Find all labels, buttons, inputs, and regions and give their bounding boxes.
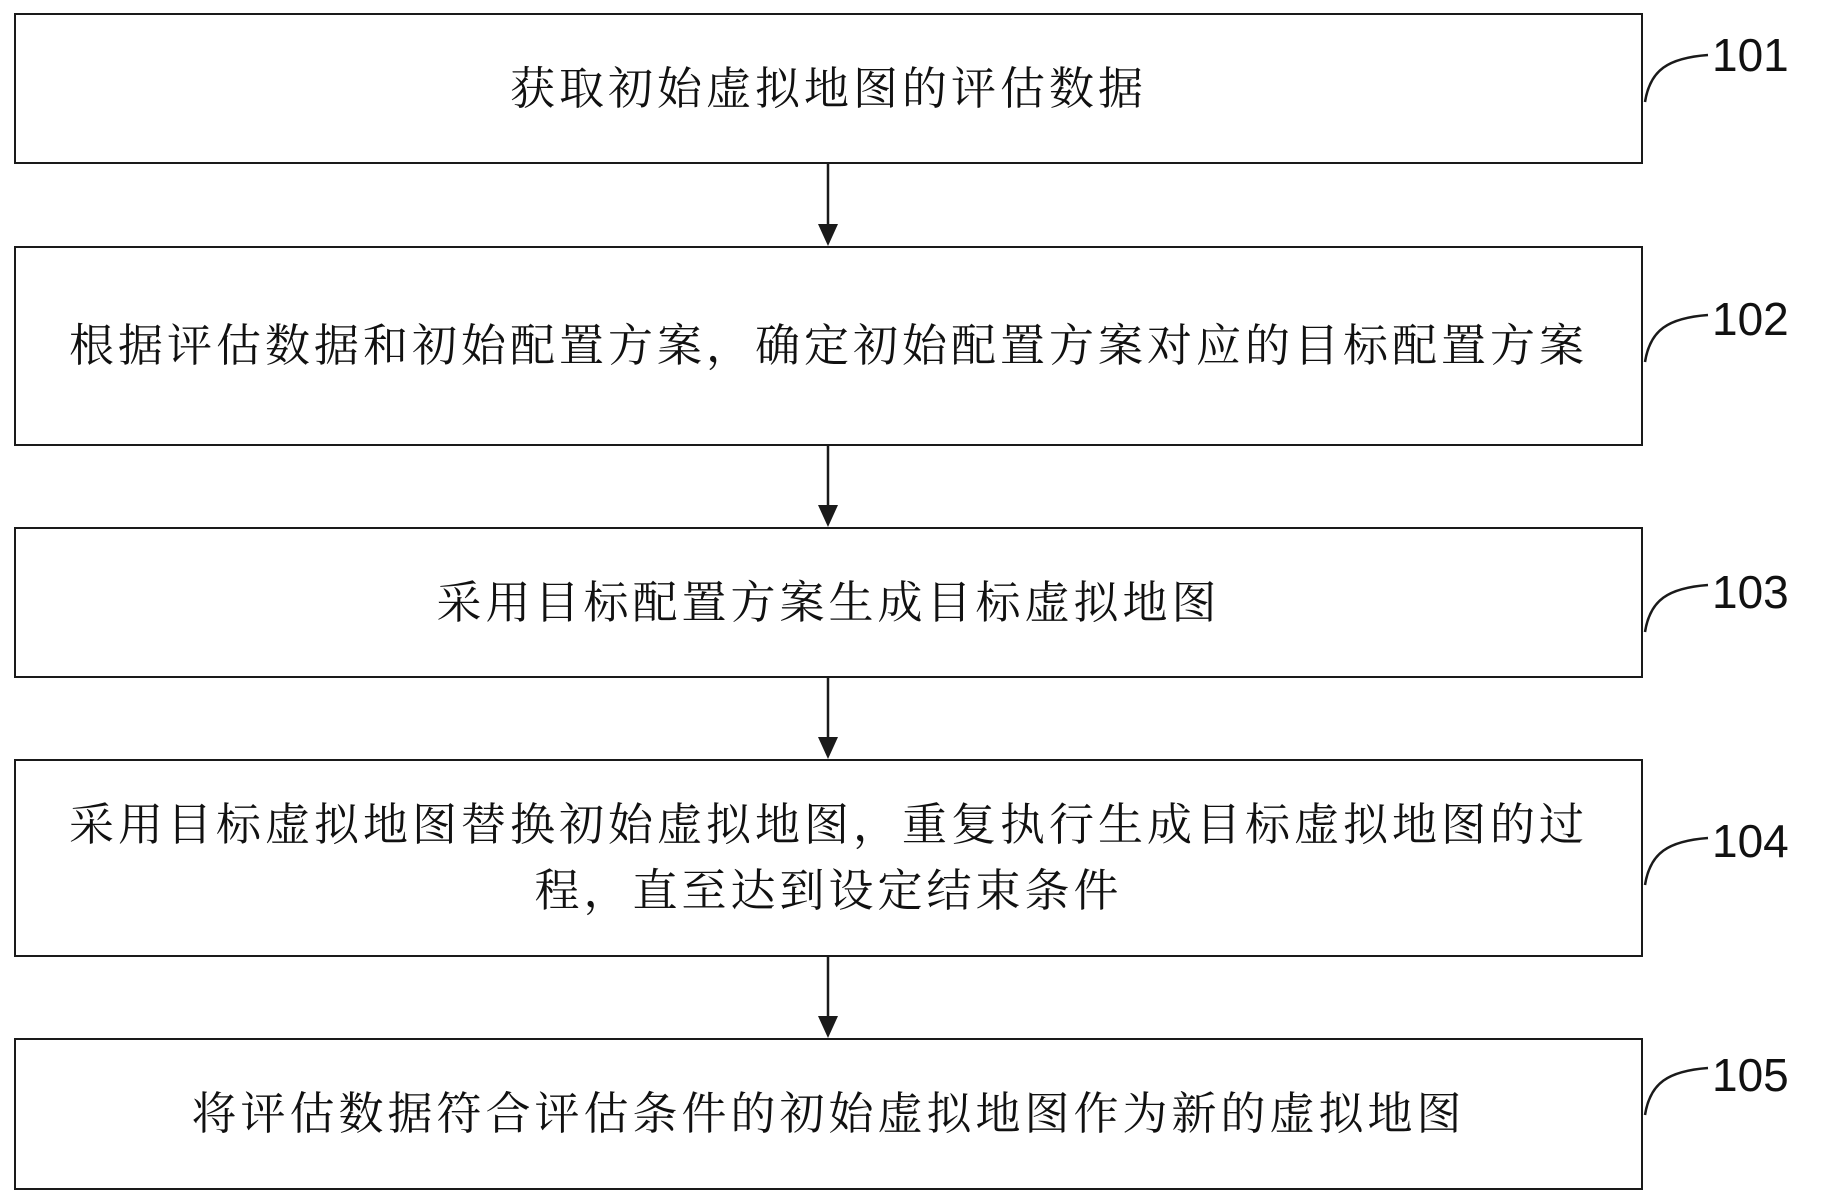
- arrowhead-104-to-105: [818, 1016, 838, 1038]
- leader-line-103: [1645, 585, 1708, 632]
- leader-line-104: [1645, 838, 1708, 885]
- step-box-104: [14, 759, 1643, 957]
- step-box-103: [14, 527, 1643, 678]
- arrowhead-103-to-104: [818, 737, 838, 759]
- step-number-103: 103: [1712, 566, 1789, 618]
- step-number-104: 104: [1712, 815, 1789, 867]
- step-number-101: 101: [1712, 29, 1789, 81]
- step-box-101: [14, 13, 1643, 164]
- leader-line-101: [1645, 55, 1708, 102]
- step-text-101: 获取初始虚拟地图的评估数据: [509, 61, 1147, 115]
- step-text-103: 采用目标配置方案生成目标虚拟地图: [436, 575, 1221, 629]
- step-number-105: 105: [1712, 1049, 1789, 1101]
- step-box-105: [14, 1038, 1643, 1190]
- step-text-105: 将评估数据符合评估条件的初始虚拟地图作为新的虚拟地图: [191, 1087, 1466, 1140]
- step-text-104: 采用目标虚拟地图替换初始虚拟地图，重复执行生成目标虚拟地图的过程，直至达到设定结束条件: [68, 798, 1588, 917]
- leader-line-102: [1645, 315, 1708, 362]
- step-text-102: 根据评估数据和初始配置方案，确定初始配置方案对应的目标配置方案: [68, 319, 1588, 372]
- arrowhead-102-to-103: [818, 505, 838, 527]
- step-box-102: [14, 246, 1643, 446]
- arrowhead-101-to-102: [818, 224, 838, 246]
- leader-line-105: [1645, 1068, 1708, 1115]
- step-number-102: 102: [1712, 293, 1789, 345]
